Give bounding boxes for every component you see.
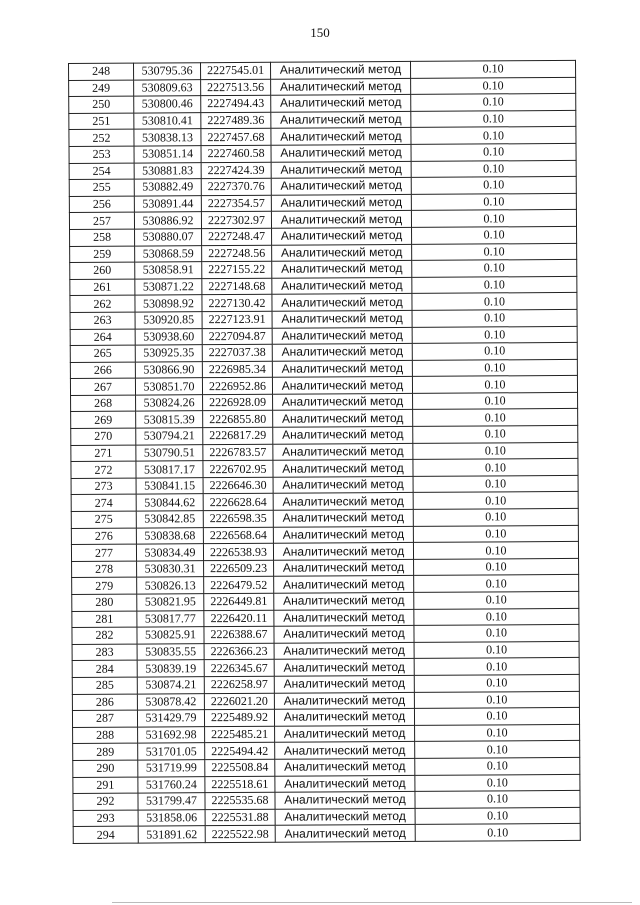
accuracy-cell: 0.10	[412, 342, 577, 360]
accuracy-cell: 0.10	[413, 492, 578, 510]
accuracy-cell: 0.10	[411, 143, 576, 161]
accuracy-cell: 0.10	[413, 508, 578, 526]
point-number-cell: 276	[71, 528, 136, 545]
x-coordinate-cell: 531719.99	[138, 760, 205, 777]
y-coordinate-cell: 2225531.88	[205, 809, 275, 826]
method-cell: Аналитический метод	[272, 244, 412, 261]
point-number-cell: 274	[71, 495, 136, 512]
x-coordinate-cell: 530839.19	[137, 660, 204, 677]
x-coordinate-cell: 530881.83	[134, 162, 201, 179]
x-coordinate-cell: 530809.63	[134, 79, 201, 96]
y-coordinate-cell: 2227424.39	[201, 162, 271, 179]
point-number-cell: 260	[70, 262, 135, 279]
y-coordinate-cell: 2227489.36	[201, 112, 271, 129]
point-number-cell: 275	[71, 511, 136, 528]
accuracy-cell: 0.10	[411, 110, 576, 128]
method-cell: Аналитический метод	[274, 675, 414, 692]
x-coordinate-cell: 530898.92	[135, 295, 202, 312]
point-number-cell: 262	[70, 295, 135, 312]
y-coordinate-cell: 2226928.09	[203, 394, 273, 411]
coordinates-table	[68, 60, 581, 844]
point-number-cell: 284	[72, 660, 137, 677]
method-cell: Аналитический метод	[274, 576, 414, 593]
y-coordinate-cell: 2227248.47	[202, 228, 272, 245]
y-coordinate-cell: 2226420.11	[204, 610, 274, 627]
method-cell: Аналитический метод	[273, 426, 413, 443]
x-coordinate-cell: 531858.06	[138, 809, 205, 826]
method-cell: Аналитический метод	[273, 410, 413, 427]
x-coordinate-cell: 530835.55	[137, 643, 204, 660]
y-coordinate-cell: 2227302.97	[201, 212, 271, 229]
method-cell: Аналитический метод	[272, 343, 412, 360]
point-number-cell: 290	[73, 760, 138, 777]
point-number-cell: 267	[70, 378, 135, 395]
table-body	[69, 60, 581, 843]
x-coordinate-cell: 531701.05	[138, 743, 205, 760]
point-number-cell: 289	[73, 743, 138, 760]
point-number-cell: 273	[71, 478, 136, 495]
x-coordinate-cell: 530868.59	[135, 245, 202, 262]
page-number: 150	[310, 25, 330, 40]
method-cell: Аналитический метод	[271, 178, 411, 195]
method-cell: Аналитический метод	[275, 825, 415, 842]
accuracy-cell: 0.10	[414, 641, 579, 659]
y-coordinate-cell: 2227094.87	[202, 328, 272, 345]
accuracy-cell: 0.10	[412, 226, 577, 244]
point-number-cell: 256	[69, 196, 134, 213]
y-coordinate-cell: 2226479.52	[204, 577, 274, 594]
point-number-cell: 248	[69, 63, 134, 80]
point-number-cell: 293	[73, 810, 138, 827]
y-coordinate-cell: 2226598.35	[203, 510, 273, 527]
method-cell: Аналитический метод	[274, 642, 414, 659]
point-number-cell: 286	[72, 694, 137, 711]
y-coordinate-cell: 2227155.22	[202, 261, 272, 278]
method-cell: Аналитический метод	[272, 377, 412, 394]
x-coordinate-cell: 530794.21	[136, 428, 203, 445]
method-cell: Аналитический метод	[271, 128, 411, 145]
y-coordinate-cell: 2226985.34	[202, 361, 272, 378]
method-cell: Аналитический метод	[271, 144, 411, 161]
y-coordinate-cell: 2226021.20	[204, 693, 274, 710]
y-coordinate-cell: 2225535.68	[205, 792, 275, 809]
y-coordinate-cell: 2227460.58	[201, 145, 271, 162]
point-number-cell: 266	[70, 362, 135, 379]
point-number-cell: 270	[71, 428, 136, 445]
x-coordinate-cell: 530844.62	[136, 494, 203, 511]
accuracy-cell: 0.10	[414, 558, 579, 576]
point-number-cell: 252	[69, 129, 134, 146]
accuracy-cell: 0.10	[412, 276, 577, 294]
x-coordinate-cell: 530851.70	[135, 378, 202, 395]
accuracy-cell: 0.10	[413, 425, 578, 443]
point-number-cell: 253	[69, 146, 134, 163]
point-number-cell: 271	[71, 445, 136, 462]
accuracy-cell: 0.10	[412, 293, 577, 311]
y-coordinate-cell: 2226646.30	[203, 477, 273, 494]
y-coordinate-cell: 2227123.91	[202, 311, 272, 328]
x-coordinate-cell: 530800.46	[134, 96, 201, 113]
point-number-cell: 287	[72, 710, 137, 727]
method-cell: Аналитический метод	[272, 277, 412, 294]
point-number-cell: 283	[72, 644, 137, 661]
accuracy-cell: 0.10	[411, 160, 576, 178]
x-coordinate-cell: 530821.95	[137, 594, 204, 611]
accuracy-cell: 0.10	[415, 757, 580, 775]
point-number-cell: 263	[70, 312, 135, 329]
method-cell: Аналитический метод	[275, 758, 415, 775]
method-cell: Аналитический метод	[275, 808, 415, 825]
point-number-cell: 279	[72, 577, 137, 594]
point-number-cell: 280	[72, 594, 137, 611]
x-coordinate-cell: 530874.21	[137, 677, 204, 694]
accuracy-cell: 0.10	[412, 359, 577, 377]
accuracy-cell: 0.10	[411, 177, 576, 195]
method-cell: Аналитический метод	[275, 742, 415, 759]
accuracy-cell: 0.10	[413, 542, 578, 560]
y-coordinate-cell: 2225485.21	[205, 726, 275, 743]
method-cell: Аналитический метод	[273, 460, 413, 477]
accuracy-cell: 0.10	[410, 60, 575, 78]
y-coordinate-cell: 2227148.68	[202, 278, 272, 295]
accuracy-cell: 0.10	[412, 326, 577, 344]
y-coordinate-cell: 2226855.80	[203, 411, 273, 428]
method-cell: Аналитический метод	[274, 709, 414, 726]
x-coordinate-cell: 530920.85	[135, 312, 202, 329]
point-number-cell: 264	[70, 329, 135, 346]
x-coordinate-cell: 530815.39	[136, 411, 203, 428]
x-coordinate-cell: 530817.17	[136, 461, 203, 478]
method-cell: Аналитический метод	[271, 95, 411, 112]
method-cell: Аналитический метод	[273, 543, 413, 560]
method-cell: Аналитический метод	[272, 327, 412, 344]
accuracy-cell: 0.10	[415, 774, 580, 792]
point-number-cell: 265	[70, 345, 135, 362]
method-cell: Аналитический метод	[274, 592, 414, 609]
y-coordinate-cell: 2225508.84	[205, 759, 275, 776]
y-coordinate-cell: 2226702.95	[203, 461, 273, 478]
method-cell: Аналитический метод	[274, 659, 414, 676]
table-row	[73, 824, 580, 844]
method-cell: Аналитический метод	[271, 111, 411, 128]
accuracy-cell: 0.10	[411, 127, 576, 145]
accuracy-cell: 0.10	[414, 658, 579, 676]
point-number-cell: 291	[73, 777, 138, 794]
x-coordinate-cell: 530858.91	[135, 262, 202, 279]
x-coordinate-cell: 530795.36	[134, 63, 201, 80]
point-number-cell: 288	[73, 727, 138, 744]
x-coordinate-cell: 531799.47	[138, 793, 205, 810]
accuracy-cell: 0.10	[414, 708, 579, 726]
method-cell: Аналитический метод	[274, 626, 414, 643]
accuracy-cell: 0.10	[413, 525, 578, 543]
y-coordinate-cell: 2227370.76	[201, 178, 271, 195]
accuracy-cell: 0.10	[413, 409, 578, 427]
y-coordinate-cell: 2226345.67	[204, 660, 274, 677]
x-coordinate-cell: 530824.26	[136, 395, 203, 412]
y-coordinate-cell: 2227513.56	[201, 79, 271, 96]
method-cell: Аналитический метод	[273, 493, 413, 510]
accuracy-cell: 0.10	[411, 193, 576, 211]
point-number-cell: 292	[73, 793, 138, 810]
y-coordinate-cell: 2227037.38	[202, 344, 272, 361]
y-coordinate-cell: 2227457.68	[201, 129, 271, 146]
accuracy-cell: 0.10	[411, 94, 576, 112]
point-number-cell: 282	[72, 627, 137, 644]
accuracy-cell: 0.10	[413, 459, 578, 477]
y-coordinate-cell: 2226783.57	[203, 444, 273, 461]
method-cell: Аналитический метод	[273, 476, 413, 493]
x-coordinate-cell: 530825.91	[137, 627, 204, 644]
method-cell: Аналитический метод	[274, 609, 414, 626]
accuracy-cell: 0.10	[415, 791, 580, 809]
x-coordinate-cell: 531429.79	[137, 710, 204, 727]
point-number-cell: 261	[70, 279, 135, 296]
y-coordinate-cell: 2225518.61	[205, 776, 275, 793]
point-number-cell: 258	[70, 229, 135, 246]
method-cell: Аналитический метод	[271, 194, 411, 211]
point-number-cell: 259	[70, 246, 135, 263]
x-coordinate-cell: 530842.85	[136, 511, 203, 528]
method-cell: Аналитический метод	[273, 526, 413, 543]
y-coordinate-cell: 2226258.97	[204, 676, 274, 693]
x-coordinate-cell: 530878.42	[137, 693, 204, 710]
method-cell: Аналитический метод	[271, 78, 411, 95]
y-coordinate-cell: 2226388.67	[204, 626, 274, 643]
point-number-cell: 268	[71, 395, 136, 412]
y-coordinate-cell: 2227130.42	[202, 295, 272, 312]
point-number-cell: 278	[72, 561, 137, 578]
y-coordinate-cell: 2227354.57	[201, 195, 271, 212]
method-cell: Аналитический метод	[271, 161, 411, 178]
x-coordinate-cell: 530891.44	[134, 195, 201, 212]
accuracy-cell: 0.10	[413, 392, 578, 410]
y-coordinate-cell: 2226509.23	[204, 560, 274, 577]
x-coordinate-cell: 530841.15	[136, 478, 203, 495]
method-cell: Аналитический метод	[273, 393, 413, 410]
x-coordinate-cell: 531891.62	[138, 826, 205, 843]
point-number-cell: 285	[72, 677, 137, 694]
method-cell: Аналитический метод	[275, 792, 415, 809]
x-coordinate-cell: 530866.90	[135, 361, 202, 378]
point-number-cell: 249	[69, 80, 134, 97]
point-number-cell: 294	[73, 826, 138, 843]
x-coordinate-cell: 531692.98	[138, 726, 205, 743]
accuracy-cell: 0.10	[414, 591, 579, 609]
x-coordinate-cell: 530886.92	[134, 212, 201, 229]
y-coordinate-cell: 2225522.98	[205, 826, 275, 843]
x-coordinate-cell: 531760.24	[138, 776, 205, 793]
x-coordinate-cell: 530882.49	[134, 179, 201, 196]
method-cell: Аналитический метод	[274, 692, 414, 709]
point-number-cell: 254	[69, 163, 134, 180]
x-coordinate-cell: 530830.31	[137, 560, 204, 577]
accuracy-cell: 0.10	[413, 475, 578, 493]
method-cell: Аналитический метод	[270, 61, 410, 78]
accuracy-cell: 0.10	[412, 376, 577, 394]
accuracy-cell: 0.10	[415, 807, 580, 825]
y-coordinate-cell: 2226449.81	[204, 593, 274, 610]
y-coordinate-cell: 2226817.29	[203, 427, 273, 444]
x-coordinate-cell: 530925.35	[135, 345, 202, 362]
point-number-cell: 257	[69, 212, 134, 229]
y-coordinate-cell: 2226628.64	[203, 494, 273, 511]
y-coordinate-cell: 2227248.56	[202, 245, 272, 262]
accuracy-cell: 0.10	[414, 625, 579, 643]
accuracy-cell: 0.10	[414, 691, 579, 709]
x-coordinate-cell: 530790.51	[136, 444, 203, 461]
x-coordinate-cell: 530880.07	[135, 229, 202, 246]
accuracy-cell: 0.10	[411, 77, 576, 95]
x-coordinate-cell: 530938.60	[135, 328, 202, 345]
x-coordinate-cell: 530838.68	[136, 527, 203, 544]
accuracy-cell: 0.10	[415, 724, 580, 742]
x-coordinate-cell: 530834.49	[136, 544, 203, 561]
accuracy-cell: 0.10	[415, 824, 580, 842]
method-cell: Аналитический метод	[275, 725, 415, 742]
accuracy-cell: 0.10	[412, 243, 577, 261]
x-coordinate-cell: 530817.77	[137, 610, 204, 627]
y-coordinate-cell: 2227545.01	[201, 62, 271, 79]
accuracy-cell: 0.10	[414, 575, 579, 593]
method-cell: Аналитический метод	[273, 509, 413, 526]
accuracy-cell: 0.10	[413, 442, 578, 460]
y-coordinate-cell: 2225489.92	[204, 709, 274, 726]
method-cell: Аналитический метод	[273, 443, 413, 460]
accuracy-cell: 0.10	[415, 741, 580, 759]
accuracy-cell: 0.10	[414, 608, 579, 626]
method-cell: Аналитический метод	[272, 227, 412, 244]
point-number-cell: 255	[69, 179, 134, 196]
x-coordinate-cell: 530838.13	[134, 129, 201, 146]
x-coordinate-cell: 530810.41	[134, 112, 201, 129]
scan-edge-line	[112, 902, 632, 903]
point-number-cell: 272	[71, 461, 136, 478]
point-number-cell: 251	[69, 113, 134, 130]
x-coordinate-cell: 530851.14	[134, 146, 201, 163]
y-coordinate-cell: 2226538.93	[203, 543, 273, 560]
method-cell: Аналитический метод	[272, 360, 412, 377]
x-coordinate-cell: 530826.13	[137, 577, 204, 594]
method-cell: Аналитический метод	[271, 211, 411, 228]
point-number-cell: 250	[69, 96, 134, 113]
y-coordinate-cell: 2226568.64	[203, 527, 273, 544]
y-coordinate-cell: 2225494.42	[205, 743, 275, 760]
method-cell: Аналитический метод	[272, 310, 412, 327]
point-number-cell: 277	[71, 544, 136, 561]
y-coordinate-cell: 2226952.86	[202, 378, 272, 395]
accuracy-cell: 0.10	[411, 210, 576, 228]
method-cell: Аналитический метод	[272, 294, 412, 311]
method-cell: Аналитический метод	[275, 775, 415, 792]
y-coordinate-cell: 2226366.23	[204, 643, 274, 660]
point-number-cell: 281	[72, 611, 137, 628]
point-number-cell: 269	[71, 412, 136, 429]
method-cell: Аналитический метод	[272, 261, 412, 278]
y-coordinate-cell: 2227494.43	[201, 95, 271, 112]
method-cell: Аналитический метод	[274, 559, 414, 576]
x-coordinate-cell: 530871.22	[135, 278, 202, 295]
accuracy-cell: 0.10	[412, 260, 577, 278]
accuracy-cell: 0.10	[414, 674, 579, 692]
accuracy-cell: 0.10	[412, 309, 577, 327]
